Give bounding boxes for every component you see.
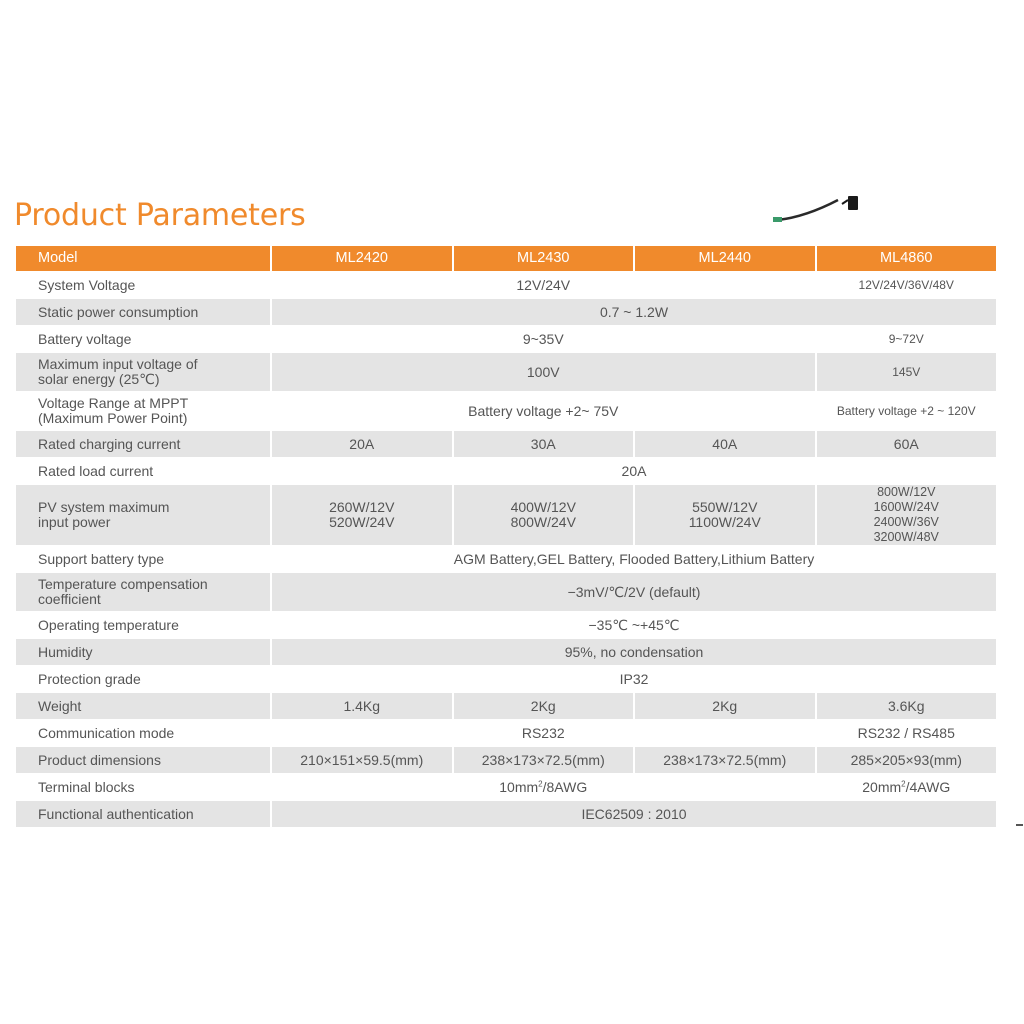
row-value (270, 484, 452, 545)
row-mppt-range (16, 391, 996, 430)
value-line: 800W/12V (877, 485, 936, 499)
row-value: 9~35V (270, 325, 815, 352)
row-value: 20A (270, 430, 452, 457)
row-pv-power (16, 484, 996, 545)
value-line: 520W/24V (329, 514, 395, 530)
row-value (452, 484, 634, 545)
row-rated-load (16, 457, 996, 484)
row-label: Product dimensions (16, 746, 270, 773)
row-static-power (16, 298, 996, 325)
row-label: Humidity (16, 638, 270, 665)
value-line: 3200W/48V (873, 530, 939, 544)
row-label-line: Maximum input voltage of (38, 356, 198, 372)
value-line: 1100W/24V (688, 514, 761, 530)
row-value: Battery voltage +2 ~ 120V (815, 391, 997, 430)
row-value: AGM Battery,GEL Battery, Flooded Battery,Lithium Battery (270, 545, 996, 572)
row-label (16, 352, 270, 391)
header-model-ml2420: ML2420 (270, 246, 452, 271)
row-label: Protection grade (16, 665, 270, 692)
row-label-line: Voltage Range at MPPT (38, 395, 189, 411)
row-value: 3.6Kg (815, 692, 997, 719)
row-value: 12V/24V/36V/48V (815, 271, 997, 298)
row-max-input-voltage (16, 352, 996, 391)
row-value: 2Kg (452, 692, 634, 719)
row-protection (16, 665, 996, 692)
row-communication (16, 719, 996, 746)
header-model-ml4860: ML4860 (815, 246, 997, 271)
row-value: 0.7 ~ 1.2W (270, 298, 996, 325)
row-rated-charging (16, 430, 996, 457)
value-part: /8AWG (542, 778, 588, 795)
row-value (815, 484, 997, 545)
row-operating-temp (16, 611, 996, 638)
row-label-line: Temperature compensation (38, 576, 208, 592)
value-superscript: 2 (901, 778, 906, 788)
row-value: 238×173×72.5(mm) (633, 746, 815, 773)
header-model-ml2440: ML2440 (633, 246, 815, 271)
value-line: 550W/12V (692, 499, 758, 515)
value-line: 800W/24V (510, 514, 576, 530)
row-label-line: solar energy (25℃) (38, 371, 160, 387)
row-value (270, 773, 815, 800)
row-label: Rated charging current (16, 430, 270, 457)
row-label (16, 572, 270, 611)
header-model-ml2430: ML2430 (452, 246, 634, 271)
row-label: Functional authentication (16, 800, 270, 827)
row-label: System Voltage (16, 271, 270, 298)
row-label: Support battery type (16, 545, 270, 572)
value-superscript: 2 (538, 778, 543, 788)
row-label: Rated load current (16, 457, 270, 484)
value-part: 20mm (862, 778, 902, 795)
row-value: 238×173×72.5(mm) (452, 746, 634, 773)
row-label-line: coefficient (38, 591, 101, 607)
row-weight (16, 692, 996, 719)
row-value: 2Kg (633, 692, 815, 719)
row-system-voltage (16, 271, 996, 298)
row-label (16, 484, 270, 545)
row-value: −3mV/℃/2V (default) (270, 572, 996, 611)
row-value: 285×205×93(mm) (815, 746, 997, 773)
row-label (16, 391, 270, 430)
row-label: Communication mode (16, 719, 270, 746)
row-value: RS232 (270, 719, 815, 746)
value-line: 2400W/36V (873, 515, 939, 529)
row-value: 60A (815, 430, 997, 457)
parameters-table (16, 246, 996, 827)
row-terminal (16, 773, 996, 800)
row-value: 100V (270, 352, 815, 391)
row-label: Weight (16, 692, 270, 719)
value-line: 400W/12V (510, 499, 576, 515)
value-part: 10mm (499, 778, 539, 795)
cable-sensor-icon (770, 192, 865, 232)
row-value: 30A (452, 430, 634, 457)
row-authentication (16, 800, 996, 827)
row-value: IEC62509 : 2010 (270, 800, 996, 827)
value-line: 1600W/24V (873, 500, 939, 514)
row-humidity (16, 638, 996, 665)
header-model-label: Model (16, 246, 270, 271)
value-line: 260W/12V (329, 499, 395, 515)
row-value: 12V/24V (270, 271, 815, 298)
row-value: 95%, no condensation (270, 638, 996, 665)
row-label-line: PV system maximum (38, 499, 170, 515)
row-value: 145V (815, 352, 997, 391)
row-temp-comp (16, 572, 996, 611)
row-value: 210×151×59.5(mm) (270, 746, 452, 773)
page-title: Product Parameters (14, 198, 306, 233)
row-label: Static power consumption (16, 298, 270, 325)
row-dimensions (16, 746, 996, 773)
row-value: 9~72V (815, 325, 997, 352)
value-part: /4AWG (905, 778, 951, 795)
row-label-line: (Maximum Power Point) (38, 410, 188, 426)
header-row (16, 246, 996, 271)
row-battery-type (16, 545, 996, 572)
row-value: −35℃ ~+45℃ (270, 611, 996, 638)
row-value: RS232 / RS485 (815, 719, 997, 746)
row-value: 20A (270, 457, 996, 484)
row-value: 40A (633, 430, 815, 457)
edge-mark (1016, 824, 1023, 826)
row-label: Terminal blocks (16, 773, 270, 800)
row-value: 1.4Kg (270, 692, 452, 719)
row-value (633, 484, 815, 545)
row-value: Battery voltage +2~ 75V (270, 391, 815, 430)
row-value: IP32 (270, 665, 996, 692)
row-label: Battery voltage (16, 325, 270, 352)
row-value (815, 773, 997, 800)
row-label: Operating temperature (16, 611, 270, 638)
row-label-line: input power (38, 514, 111, 530)
row-battery-voltage (16, 325, 996, 352)
